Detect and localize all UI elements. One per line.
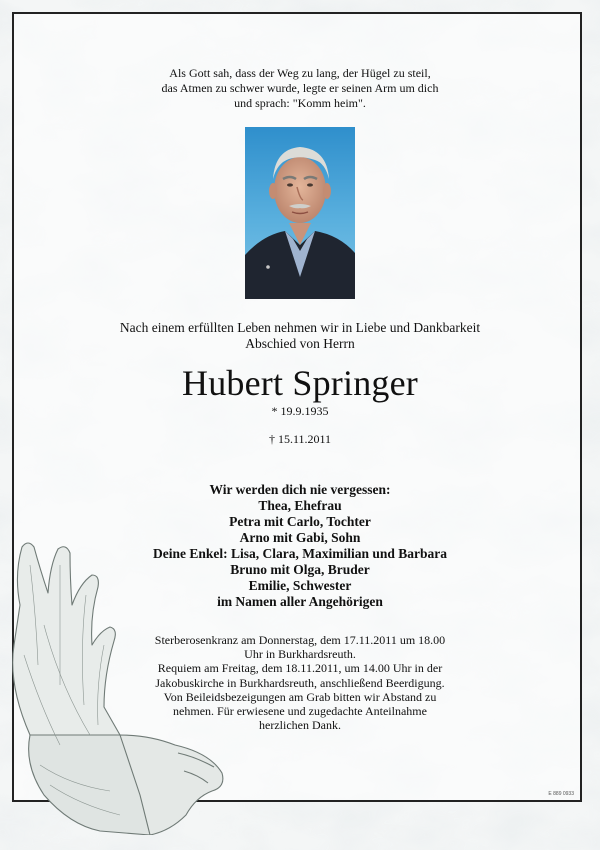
mourners-line: Wir werden dich nie vergessen: bbox=[209, 482, 391, 497]
mourners-line: Thea, Ehefrau bbox=[258, 498, 342, 513]
mourners-line: Petra mit Carlo, Tochter bbox=[229, 514, 371, 529]
mourners-line: Bruno mit Olga, Bruder bbox=[230, 562, 370, 577]
notice-line: nehmen. Für erwiesene und zugedachte Anteilnahme bbox=[173, 704, 427, 719]
mourners-line: Arno mit Gabi, Sohn bbox=[239, 530, 361, 545]
birth-date: * 19.9.1935 bbox=[271, 404, 329, 418]
praying-hands-icon bbox=[0, 535, 240, 835]
farewell-text bbox=[0, 320, 600, 352]
memorial-quote bbox=[0, 66, 600, 111]
notice-line: Sterberosenkranz am Donnerstag, dem 17.11.2011 um 18.00 bbox=[154, 633, 446, 647]
notice-line: herzlichen Dank. bbox=[259, 718, 341, 733]
notice-line: Jakobuskirche in Burkhardsreuth, anschließend Beerdigung. bbox=[155, 675, 445, 690]
deceased-name: Hubert Springer bbox=[182, 363, 418, 403]
intro-line: Nach einem erfüllten Leben nehmen wir in Liebe und Dankbarkeit bbox=[119, 320, 481, 335]
death-date: † 15.11.2011 bbox=[268, 432, 332, 446]
mourners-line: Deine Enkel: Lisa, Clara, Maximilian und Barbara bbox=[152, 546, 448, 561]
quote-line: das Atmen zu schwer wurde, legte er seinen Arm um dich bbox=[161, 81, 439, 95]
footer-code: E 889 0933 bbox=[548, 791, 574, 797]
intro-line: Abschied von Herrn bbox=[245, 336, 355, 351]
quote-line: Als Gott sah, dass der Weg zu lang, der Hügel zu steil, bbox=[169, 66, 431, 80]
portrait-photo bbox=[245, 127, 355, 299]
quote-line: und sprach: "Komm heim". bbox=[234, 96, 366, 110]
mourners-line: Emilie, Schwester bbox=[248, 578, 352, 593]
notice-line: Uhr in Burkhardsreuth. bbox=[244, 647, 356, 662]
notice-line: Requiem am Freitag, dem 18.11.2011, um 14.00 Uhr in der bbox=[157, 661, 443, 676]
mourners-line: im Namen aller Angehörigen bbox=[217, 594, 383, 609]
notice-line: Von Beileidsbezeigungen am Grab bitten wir Abstand zu bbox=[163, 689, 437, 704]
